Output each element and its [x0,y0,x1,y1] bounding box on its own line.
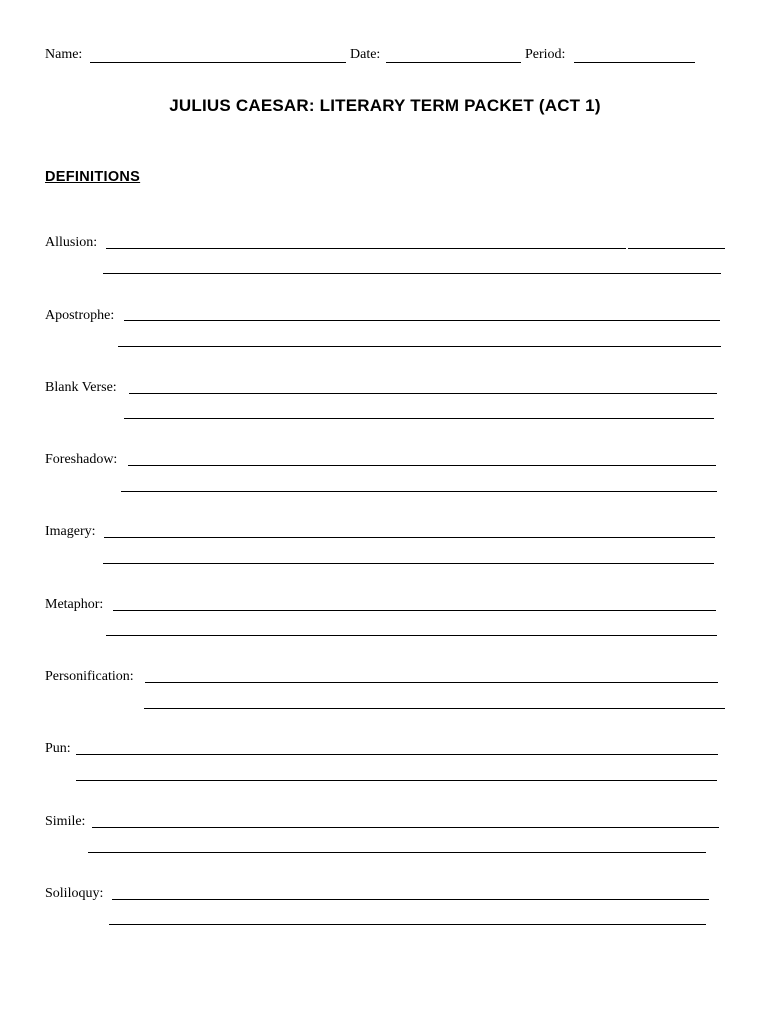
term-label: Simile: [45,814,86,829]
definition-line-2[interactable] [121,491,717,492]
term-label: Personification: [45,669,134,684]
name-field[interactable] [90,62,346,63]
definition-line-1[interactable] [129,393,717,394]
term-label: Allusion: [45,235,98,250]
definition-line-1[interactable] [104,537,715,538]
definition-line-1[interactable] [76,754,718,755]
definition-line-1b[interactable] [628,248,725,249]
definition-line-1[interactable] [106,248,626,249]
definition-line-2[interactable] [118,346,721,347]
definition-line-2[interactable] [124,418,714,419]
definition-line-2[interactable] [144,708,725,709]
definition-line-2[interactable] [106,635,717,636]
definition-line-1[interactable] [145,682,718,683]
definition-line-1[interactable] [124,320,720,321]
term-label: Imagery: [45,524,96,539]
definition-line-1[interactable] [113,610,716,611]
period-field[interactable] [574,62,695,63]
definition-line-1[interactable] [92,827,719,828]
term-label: Soliloquy: [45,886,104,901]
date-field[interactable] [386,62,521,63]
term-label: Blank Verse: [45,380,117,395]
definition-line-2[interactable] [103,563,714,564]
term-label: Apostrophe: [45,308,115,323]
term-label: Pun: [45,741,71,756]
definition-line-2[interactable] [109,924,706,925]
date-label: Date: [350,47,381,62]
definition-line-2[interactable] [88,852,706,853]
definition-line-1[interactable] [128,465,716,466]
period-label: Period: [525,47,566,62]
definition-line-1[interactable] [112,899,709,900]
term-label: Foreshadow: [45,452,118,467]
term-label: Metaphor: [45,597,104,612]
definition-line-2[interactable] [103,273,721,274]
page-title: JULIUS CAESAR: LITERARY TERM PACKET (ACT 1) [169,96,601,115]
section-heading: DEFINITIONS [45,169,141,185]
definition-line-2[interactable] [76,780,717,781]
name-label: Name: [45,47,83,62]
